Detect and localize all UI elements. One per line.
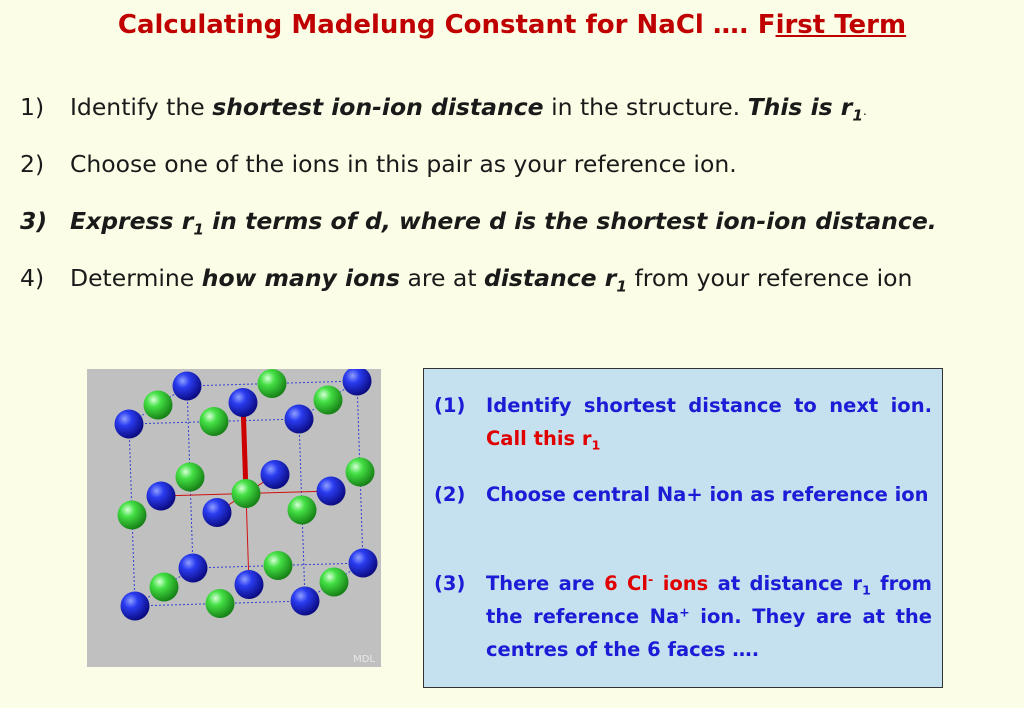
na-ion-sphere	[349, 549, 378, 578]
step-2	[20, 145, 1020, 202]
cl-ion-sphere	[176, 463, 205, 492]
cl-ion-sphere	[314, 386, 343, 415]
step-number: 3)	[20, 207, 48, 235]
cl-ion-sphere	[200, 407, 229, 436]
na-ion-sphere	[317, 477, 346, 506]
step-text-part: Determine	[70, 264, 202, 292]
info-number: (3)	[434, 572, 466, 595]
step-text	[70, 259, 912, 297]
info-text-part: There are	[486, 572, 605, 595]
step-text-part: from your reference ion	[626, 264, 913, 292]
step-text: Choose one of the ions in this pair as your reference ion.	[70, 150, 737, 178]
cl-ion-sphere	[232, 479, 261, 508]
info-highlight: 6 Cl	[604, 572, 649, 595]
step-emphasis: how many ions	[201, 264, 400, 292]
subscript: 1	[193, 220, 204, 239]
na-ion-sphere	[261, 460, 290, 489]
step-number: 4)	[20, 264, 45, 292]
cl-ion-sphere	[320, 568, 349, 597]
nacl-lattice-diagram	[87, 369, 381, 667]
info-box	[423, 368, 943, 688]
info-text-part: Identify shortest distance to next ion.	[486, 394, 932, 417]
cl-ion-sphere	[258, 369, 287, 398]
watermark: MDL	[353, 654, 375, 665]
title-underlined: irst Term	[775, 10, 907, 40]
cl-ion-sphere	[118, 501, 147, 530]
step-emphasis: distance r	[484, 264, 617, 292]
step-text-part: are at	[399, 264, 485, 292]
subscript: 1	[591, 437, 601, 453]
title-main: Calculating Madelung Constant for NaCl …. F	[117, 10, 776, 40]
step-text-part: Express r	[70, 207, 194, 235]
step-number: 1)	[20, 93, 45, 121]
info-text-part: ion. They are at the centres of the 6 faces ….	[486, 605, 932, 661]
info-text	[486, 567, 932, 666]
na-ion-sphere	[203, 498, 232, 527]
cl-ion-sphere	[264, 551, 293, 580]
step-emphasis: shortest ion-ion distance	[212, 93, 544, 121]
na-ion-sphere	[147, 482, 176, 511]
cl-ion-sphere	[206, 589, 235, 618]
subscript: 1	[861, 582, 871, 598]
step-4	[20, 259, 1020, 316]
info-highlight: Call this r	[486, 427, 592, 450]
info-number: (2)	[434, 483, 466, 506]
step-text-part: Identify the	[70, 93, 213, 121]
nacl-crystal-image	[87, 369, 381, 667]
cl-ion-sphere	[144, 391, 173, 420]
step-text-part: in the structure.	[543, 93, 748, 121]
step-text	[70, 202, 937, 240]
superscript: -	[648, 571, 654, 587]
info-text-part: from the reference Na	[486, 572, 932, 628]
na-ion-sphere	[343, 369, 372, 396]
step-1	[20, 88, 1020, 145]
na-ion-sphere	[121, 592, 150, 621]
na-ion-sphere	[235, 570, 264, 599]
page-title	[0, 10, 1024, 40]
info-highlight: ions	[653, 572, 709, 595]
subscript: 1	[852, 106, 864, 125]
info-text	[486, 389, 932, 455]
step-text	[70, 88, 867, 130]
superscript: +	[679, 604, 690, 620]
cl-ion-sphere	[346, 458, 375, 487]
step-text-part: in terms of d, where d is the shortest ion-ion distance.	[203, 207, 937, 235]
na-ion-sphere	[115, 410, 144, 439]
na-ion-sphere	[179, 554, 208, 583]
info-text: Choose central Na+ ion as reference ion	[486, 483, 929, 506]
cl-ion-sphere	[150, 573, 179, 602]
na-ion-sphere	[229, 388, 258, 417]
subscript: 1	[616, 277, 627, 296]
info-number: (1)	[434, 394, 466, 417]
step-3	[20, 202, 1020, 259]
cl-ion-sphere	[288, 496, 317, 525]
na-ion-sphere	[173, 372, 202, 401]
info-text-part: at distance r	[708, 572, 862, 595]
steps-list	[20, 88, 1020, 316]
na-ion-sphere	[291, 587, 320, 616]
step-text-part: .	[863, 104, 867, 118]
ions	[115, 369, 378, 621]
step-emphasis: This is r	[747, 93, 853, 121]
step-number: 2)	[20, 150, 45, 178]
na-ion-sphere	[285, 405, 314, 434]
